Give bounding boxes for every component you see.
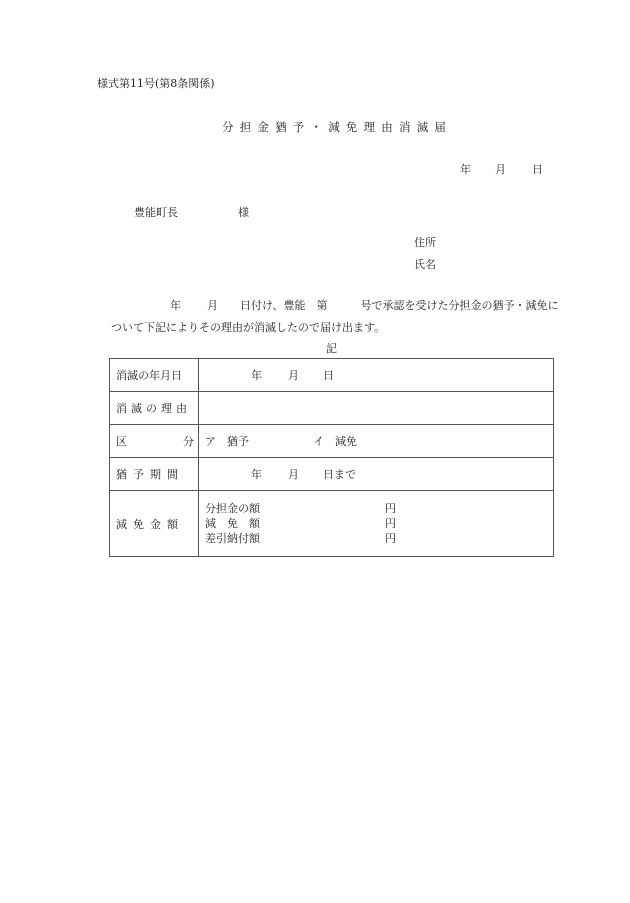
- row-label: 消滅の年月日: [110, 359, 199, 392]
- address-label: 住所: [414, 236, 436, 249]
- addressee-name: 豊能町長: [134, 206, 178, 219]
- label-char: 分: [183, 435, 194, 448]
- amount-line-reduction[interactable]: 減 免 額 円: [205, 517, 396, 530]
- body-line2: ついて下記によりその理由が消滅したので届け出ます。: [111, 321, 386, 334]
- row-label: [110, 425, 199, 458]
- body-month: 月: [207, 299, 218, 312]
- date-year: 年: [460, 163, 471, 176]
- date-day: 日: [532, 163, 543, 176]
- document-title: 分担金猶予・減免理由消滅届: [222, 120, 453, 134]
- body-year: 年: [170, 299, 181, 312]
- row-label: 消滅の理由: [110, 392, 199, 425]
- ki-label: 記: [326, 342, 337, 355]
- extinction-reason-field[interactable]: [199, 392, 554, 425]
- addressee-honorific: 様: [238, 206, 249, 219]
- reduction-amount-field: [199, 491, 554, 557]
- form-number: 様式第11号(第8条関係): [97, 77, 215, 90]
- amount-line-base[interactable]: 分担金の額 円: [205, 502, 396, 515]
- table-row-extinction-date: [110, 359, 554, 392]
- row-label: 猶予期間: [110, 458, 199, 491]
- category-field: [199, 425, 554, 458]
- record-table: [109, 358, 554, 557]
- option-reduction[interactable]: イ 減免: [313, 435, 357, 448]
- body-line1: 日付け、豊能 第 号で承認を受けた分担金の猶予・減免に: [240, 299, 559, 312]
- table-row-reduction-amount: [110, 491, 554, 557]
- table-row-extinction-reason: [110, 392, 554, 425]
- label-char: 区: [116, 435, 127, 448]
- deferral-period-field[interactable]: 年 月 日まで: [199, 458, 554, 491]
- row-label: 減免金額: [110, 491, 199, 557]
- table-row-category: [110, 425, 554, 458]
- amount-line-net[interactable]: 差引納付額 円: [205, 532, 396, 545]
- extinction-date-field[interactable]: 年 月 日: [199, 359, 554, 392]
- option-deferral[interactable]: ア 猶予: [205, 435, 249, 448]
- name-label: 氏名: [414, 258, 436, 271]
- table-row-deferral-period: [110, 458, 554, 491]
- date-month: 月: [495, 163, 506, 176]
